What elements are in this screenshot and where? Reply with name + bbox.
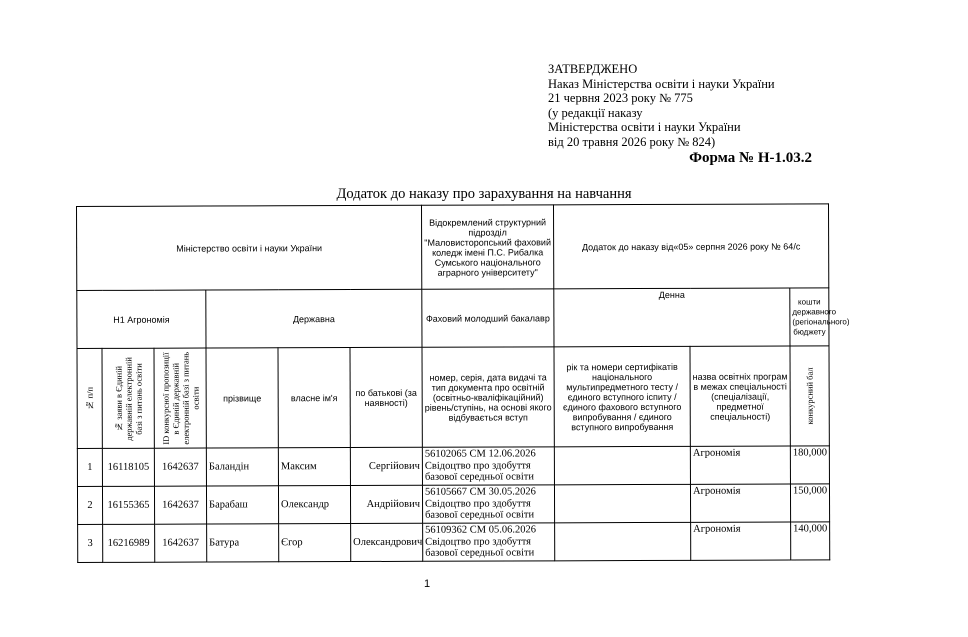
row-document: 56105667 СМ 30.05.2026 Свідоцтво про здобуття базової середньої освіти — [422, 485, 554, 523]
row-offer-id: 1642637 — [154, 448, 206, 486]
col-header-document: номер, серія, дата видачі та тип документа про освітній (освітньо-кваліфікаційний) рівень/ступінь, на основі якого відбувається вступ — [422, 347, 554, 447]
approval-line: Міністерства освіти і науки України — [548, 120, 741, 135]
institution-cell: Відокремлений структурний підрозділ "Маловисторопський фаховий коледж імені П.С. Рибалка Сумського національного аграрного університету" — [421, 205, 553, 289]
row-app-number: 16216989 — [103, 524, 155, 562]
col-header-first-name: власне ім'я — [278, 348, 350, 448]
document-title: Додаток до наказу про зарахування на навчання — [336, 186, 632, 202]
col-header-edebo-offer: ID конкурсної пропозиції в Єдиній державній електронній базі з питань освіти — [154, 348, 206, 448]
row-document: 56102065 СМ 12.06.2026 Свідоцтво про здобуття базової середньої освіти — [422, 447, 554, 485]
row-patronymic: Андрійович — [350, 485, 422, 523]
row-offer-id: 1642637 — [155, 524, 207, 562]
row-score: 150,000 — [790, 484, 829, 522]
row-certificates — [554, 484, 690, 522]
row-score: 140,000 — [791, 522, 830, 560]
row-app-number: 16155365 — [102, 486, 154, 524]
row-first-name: Олександр — [278, 486, 350, 524]
approval-line: ЗАТВЕРДЖЕНО — [548, 62, 638, 76]
row-num: 1 — [77, 448, 102, 486]
row-patronymic: Олександрович — [351, 523, 423, 561]
table-row — [78, 522, 830, 563]
col-header-surname: прізвище — [206, 348, 278, 448]
row-program: Агрономія — [690, 484, 790, 522]
table-row — [77, 484, 829, 525]
enrollment-table — [76, 203, 850, 563]
row-program: Агрономія — [690, 446, 790, 484]
approval-line: від 20 травня 2026 року № 824) — [548, 134, 716, 149]
row-certificates — [555, 522, 691, 560]
row-patronymic: Сергійович — [350, 447, 422, 485]
ministry-cell: Міністерство освіти і науки України — [77, 205, 422, 290]
form-of-study-cell: Денна — [554, 288, 790, 347]
row-first-name: Єгор — [279, 524, 351, 562]
degree-cell: Фаховий молодший бакалавр — [422, 289, 554, 347]
funding-cell: Державна — [206, 289, 422, 348]
row-num: 3 — [78, 524, 103, 562]
col-header-certificates: рік та номери сертифікатів національного мультипредметного тесту / єдиного вступного іспиту / єдиного фахового вступного випробування / єдиного вступного випробування — [554, 346, 690, 446]
row-surname: Батура — [207, 524, 279, 562]
row-surname: Баландін — [206, 448, 278, 486]
approval-line: Наказ Міністерства освіти і науки України — [548, 76, 775, 91]
approval-line: 21 червня 2023 року № 775 — [548, 91, 693, 106]
order-cell: Додаток до наказу від«05» серпня 2026 року № 64/с — [553, 204, 828, 289]
col-header-patronymic: по батькові (за наявності) — [350, 347, 422, 447]
col-header-programs: назва освітніх програм в межах спеціальності (спеціалізації, предметної спеціальності) — [690, 346, 790, 446]
row-surname: Барабаш — [206, 486, 278, 524]
row-certificates — [554, 446, 690, 484]
budget-funds-cell: кошти державного (регіонального) бюджету — [790, 288, 829, 346]
table-row — [77, 446, 829, 487]
col-header-edebo-app: № заяви в Єдиній державній електронній базі з питань освіти — [102, 348, 154, 448]
col-header-score: конкурсний бал — [790, 346, 829, 446]
row-document: 56109362 СМ 05.06.2026 Свідоцтво про здобуття базової середньої освіти — [423, 523, 555, 561]
approval-stamp — [548, 62, 775, 150]
row-app-number: 16118105 — [102, 448, 154, 486]
form-number: Форма № Н-1.03.2 — [689, 150, 812, 166]
col-header-num: № п/п — [77, 348, 102, 448]
row-program: Агрономія — [691, 522, 791, 560]
row-offer-id: 1642637 — [154, 486, 206, 524]
row-first-name: Максим — [278, 448, 350, 486]
approval-line: (у редакції наказу — [548, 105, 643, 120]
page-number: 1 — [424, 578, 431, 590]
row-num: 2 — [77, 486, 102, 524]
specialty-cell: Н1 Агрономія — [77, 290, 206, 348]
row-score: 180,000 — [790, 446, 829, 484]
